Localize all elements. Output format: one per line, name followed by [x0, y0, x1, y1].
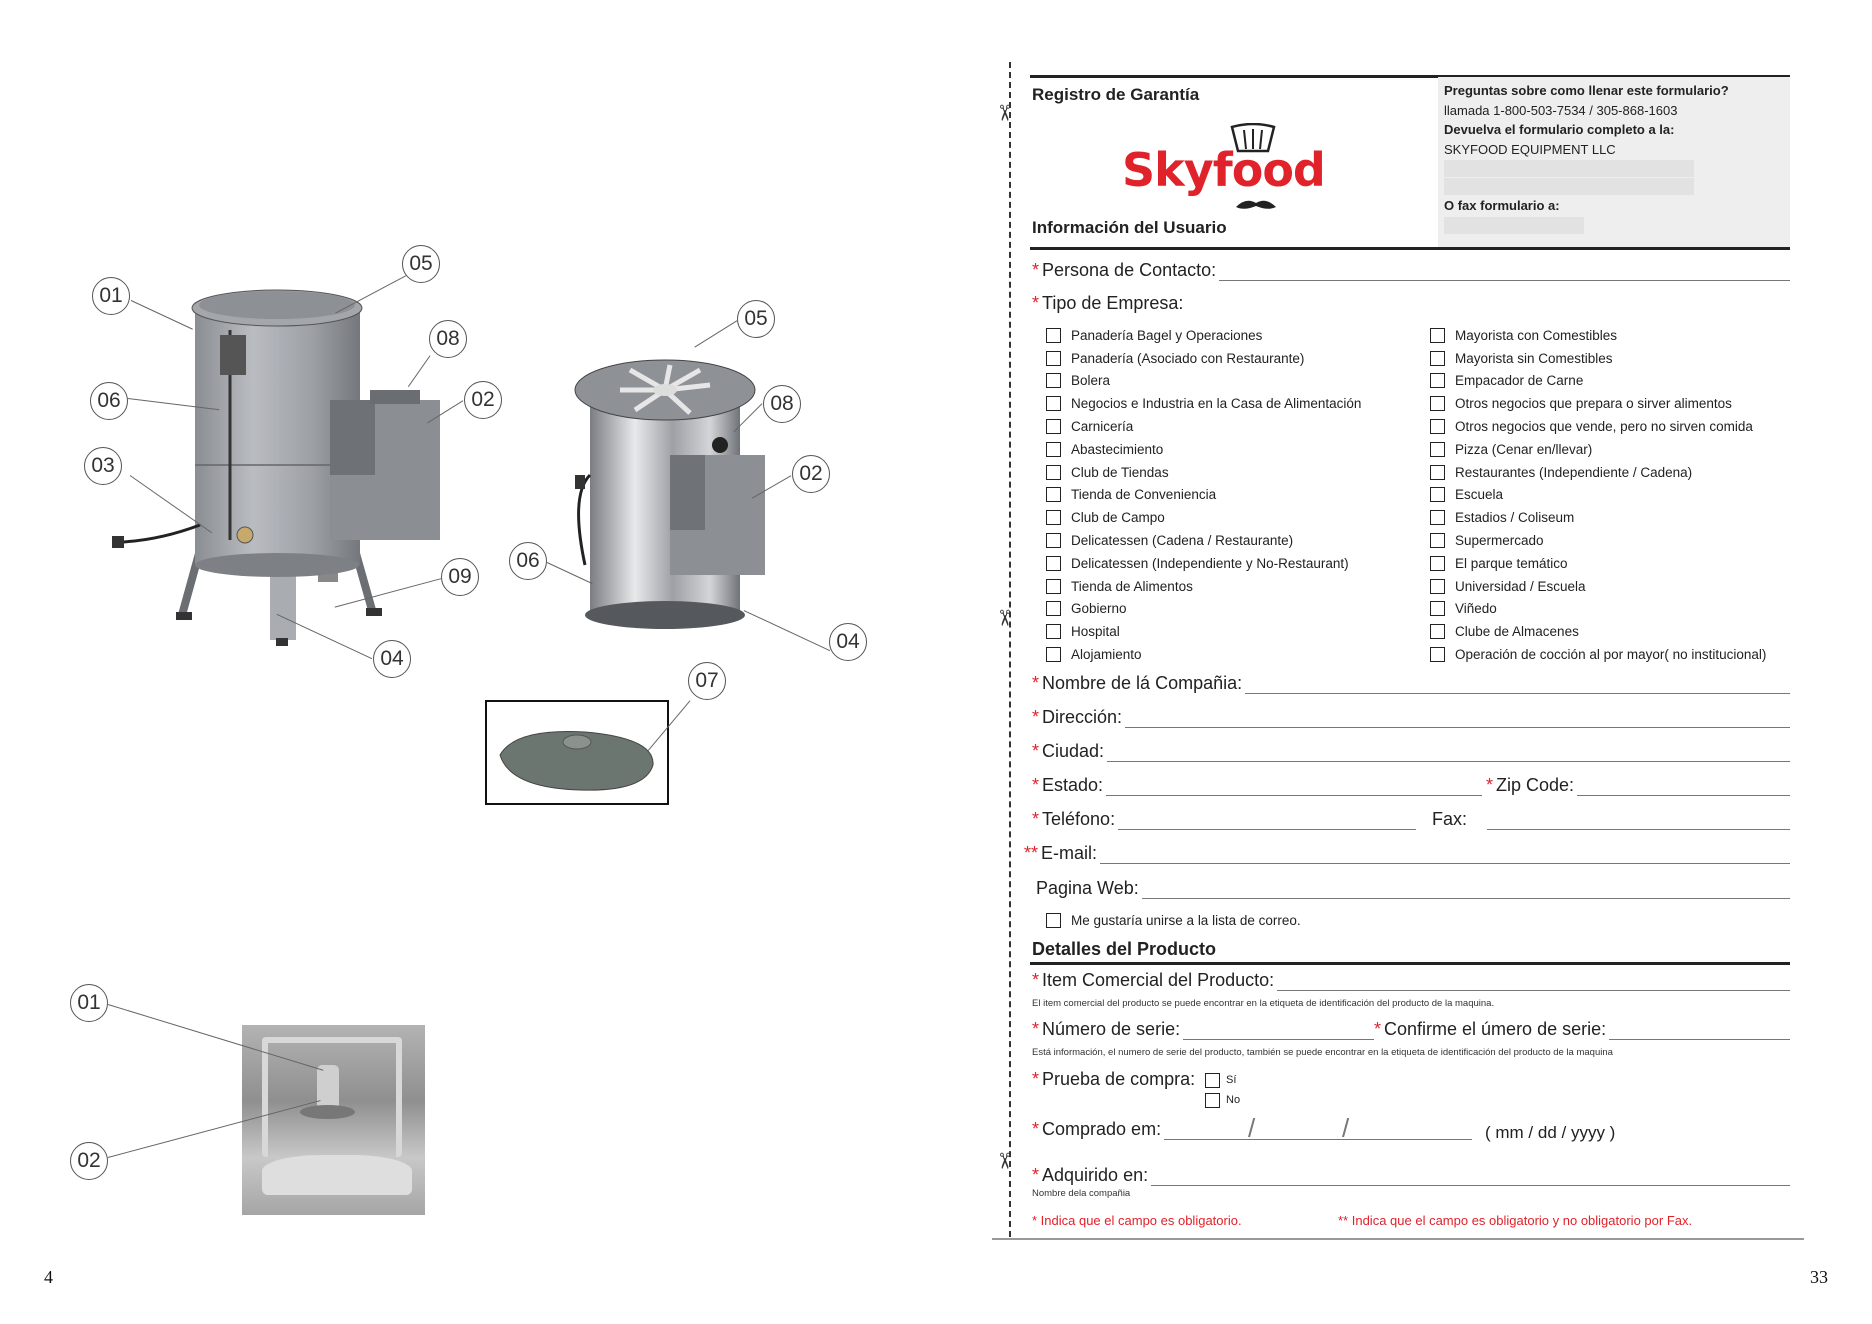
business-type-heading: [1032, 293, 1183, 314]
warranty-registration-form: [1024, 75, 1790, 1240]
required-mark: *: [1032, 1119, 1040, 1139]
option-label: Escuela: [1455, 487, 1504, 503]
part-callout: 04: [829, 623, 867, 661]
confirm-serial-field[interactable]: [1374, 1019, 1790, 1040]
phone-field[interactable]: [1032, 809, 1416, 830]
logo-wordmark: Skyfood: [1122, 143, 1325, 197]
checkbox[interactable]: [1430, 533, 1445, 548]
user-info-title: Información del Usuario: [1032, 218, 1227, 237]
mailing-list-label: Me gustaría unirse a la lista de correo.: [1071, 912, 1301, 928]
website-field[interactable]: [1036, 878, 1790, 899]
business-type-option[interactable]: [1046, 484, 1361, 507]
mustache-icon: [1234, 199, 1278, 213]
part-callout: 05: [402, 245, 440, 283]
option-label: Viñedo: [1455, 601, 1497, 617]
option-label: El parque temático: [1455, 555, 1568, 571]
part-callout: 04: [373, 640, 411, 678]
option-label: Otros negocios que prepara o sirver alimentos: [1455, 396, 1732, 412]
commercial-item-hint: El item comercial del producto se puede encontrar en la etiqueta de identificación del producto de la maquina.: [1032, 998, 1495, 1009]
checkbox[interactable]: [1046, 601, 1061, 616]
proof-no-option[interactable]: [1205, 1091, 1240, 1109]
business-type-option[interactable]: [1046, 506, 1361, 529]
website-input[interactable]: [1142, 879, 1790, 899]
checkbox[interactable]: [1430, 510, 1445, 525]
part-callout: 02: [70, 1142, 108, 1180]
part-callout: 01: [92, 277, 130, 315]
checkbox[interactable]: [1046, 624, 1061, 639]
confirm-serial-input[interactable]: [1609, 1020, 1790, 1040]
page-number-left: 4: [44, 1267, 53, 1287]
checkbox[interactable]: [1430, 351, 1445, 366]
option-label: Carnicería: [1071, 419, 1134, 435]
zip-input[interactable]: [1577, 776, 1790, 796]
skyfood-logo: [1122, 123, 1325, 218]
scissors-icon: ✂: [992, 1151, 1018, 1171]
part-callout: 02: [464, 381, 502, 419]
commercial-item-label: Item Comercial del Producto:: [1042, 970, 1275, 990]
header-bottom-rule: [1030, 247, 1790, 250]
city-input[interactable]: [1107, 742, 1790, 762]
serial-number-field[interactable]: [1032, 1019, 1374, 1040]
purchase-date-input[interactable]: [1164, 1120, 1472, 1140]
business-type-option[interactable]: [1430, 347, 1766, 370]
part-callout: 01: [70, 984, 108, 1022]
contact-person-input[interactable]: [1219, 261, 1790, 281]
business-type-option[interactable]: [1430, 529, 1766, 552]
city-label: Ciudad:: [1042, 741, 1105, 761]
acquired-at-label: Adquirido en:: [1042, 1165, 1149, 1185]
serial-hint: Está información, el numero de serie del producto, también se puede encontrar en la etiqueta de identificación del producto de la maquina: [1032, 1047, 1613, 1058]
form-title: Registro de Garantía: [1032, 85, 1200, 104]
required-mark: *: [1032, 673, 1040, 693]
email-input[interactable]: [1100, 844, 1790, 864]
option-label: Supermercado: [1455, 533, 1544, 549]
option-label: Delicatessen (Independiente y No-Restaurant): [1071, 555, 1349, 571]
confirm-serial-label: Confirme el úmero de serie:: [1384, 1019, 1607, 1039]
part-callout: 07: [688, 662, 726, 700]
form-bottom-border: [992, 1238, 1804, 1240]
checkbox[interactable]: [1046, 396, 1061, 411]
fax-label: Fax:: [1432, 809, 1468, 829]
business-type-list-left: [1046, 324, 1361, 666]
required-mark: *: [1032, 1069, 1040, 1089]
option-label: Restaurantes (Independiente / Cadena): [1455, 464, 1693, 480]
checkbox[interactable]: [1430, 487, 1445, 502]
option-label: Panadería Bagel y Operaciones: [1071, 327, 1263, 343]
option-label: Estadios / Coliseum: [1455, 510, 1575, 526]
abrasive-disc-illustration: [495, 720, 660, 800]
page-number-right: 33: [1810, 1267, 1828, 1287]
email-field[interactable]: [1024, 843, 1790, 864]
required-mark: *: [1374, 1019, 1382, 1039]
product-section-rule: [1030, 962, 1790, 965]
business-type-option[interactable]: [1430, 461, 1766, 484]
checkbox[interactable]: [1046, 351, 1061, 366]
info-company: SKYFOOD EQUIPMENT LLC: [1444, 141, 1616, 157]
option-label: Otros negocios que vende, pero no sirven comida: [1455, 419, 1753, 435]
checkbox[interactable]: [1430, 442, 1445, 457]
checkbox[interactable]: [1046, 328, 1061, 343]
cut-line: [1009, 62, 1011, 1237]
required-mark: *: [1032, 1019, 1040, 1039]
option-label: Mayorista con Comestibles: [1455, 327, 1618, 343]
business-type-option[interactable]: [1046, 370, 1361, 393]
option-label: Gobierno: [1071, 601, 1127, 617]
checkbox[interactable]: [1430, 556, 1445, 571]
business-type-option[interactable]: [1430, 438, 1766, 461]
checkbox[interactable]: [1430, 373, 1445, 388]
proof-no-label: No: [1226, 1094, 1241, 1106]
checkbox[interactable]: [1046, 533, 1061, 548]
contact-person-field[interactable]: [1032, 260, 1790, 281]
option-label: Pizza (Cenar en/llevar): [1455, 441, 1593, 457]
scissors-icon: ✂: [992, 608, 1018, 628]
option-label: Operación de cocción al por mayor( no institucional): [1455, 647, 1767, 663]
contact-info-box: [1438, 77, 1790, 247]
business-type-option[interactable]: [1430, 506, 1766, 529]
business-type-option[interactable]: [1046, 529, 1361, 552]
proof-of-purchase-field: [1032, 1069, 1195, 1090]
redacted-address: [1444, 160, 1694, 177]
company-name-field[interactable]: [1032, 673, 1790, 694]
state-input[interactable]: [1106, 776, 1482, 796]
business-type-option[interactable]: [1430, 552, 1766, 575]
checkbox[interactable]: [1046, 647, 1061, 662]
business-type-label: Tipo de Empresa:: [1042, 293, 1184, 313]
date-format-hint: ( mm / dd / yyyy ): [1485, 1123, 1616, 1142]
checkbox[interactable]: [1430, 601, 1445, 616]
business-type-option[interactable]: [1046, 438, 1361, 461]
business-type-option[interactable]: [1046, 620, 1361, 643]
checkbox[interactable]: [1430, 396, 1445, 411]
fax-field[interactable]: [1432, 809, 1790, 830]
required-mark: *: [1032, 775, 1040, 795]
website-label: Pagina Web:: [1036, 878, 1139, 898]
redacted-address: [1444, 178, 1694, 195]
option-label: Tienda de Alimentos: [1071, 578, 1193, 594]
date-separator: /: [1248, 1113, 1256, 1143]
checkbox[interactable]: [1430, 579, 1445, 594]
phone-input[interactable]: [1118, 810, 1416, 830]
business-type-option[interactable]: [1430, 392, 1766, 415]
company-name-input[interactable]: [1245, 674, 1790, 694]
checkbox[interactable]: [1430, 328, 1445, 343]
business-type-option[interactable]: [1430, 484, 1766, 507]
checkbox[interactable]: [1046, 442, 1061, 457]
business-type-option[interactable]: [1430, 643, 1766, 666]
acquired-at-field[interactable]: [1032, 1165, 1790, 1186]
state-label: Estado:: [1042, 775, 1104, 795]
business-type-option[interactable]: [1046, 392, 1361, 415]
checkbox[interactable]: [1046, 465, 1061, 480]
business-type-option[interactable]: [1430, 324, 1766, 347]
purchase-date-label: Comprado em:: [1042, 1119, 1162, 1139]
acquired-at-input[interactable]: [1151, 1172, 1790, 1186]
city-field[interactable]: [1032, 741, 1790, 762]
info-questions: Preguntas sobre como llenar este formulario?: [1444, 83, 1729, 98]
redacted-fax: [1444, 217, 1584, 234]
checkbox[interactable]: [1430, 647, 1445, 662]
address-input[interactable]: [1125, 708, 1790, 728]
serial-number-label: Número de serie:: [1042, 1019, 1181, 1039]
checkbox[interactable]: [1430, 419, 1445, 434]
commercial-item-field[interactable]: [1032, 970, 1790, 991]
machine-illustration-2: [560, 335, 780, 635]
checkbox[interactable]: [1046, 913, 1061, 928]
serial-number-input[interactable]: [1183, 1020, 1374, 1040]
required-mark: *: [1032, 970, 1040, 990]
info-fax-label: O fax formulario a:: [1444, 198, 1560, 213]
commercial-item-input[interactable]: [1277, 971, 1790, 991]
option-label: Hospital: [1071, 624, 1120, 640]
option-label: Clube de Almacenes: [1455, 624, 1579, 640]
business-type-list-right: [1430, 324, 1766, 666]
business-type-option[interactable]: [1430, 575, 1766, 598]
business-type-option[interactable]: [1430, 598, 1766, 621]
fax-input[interactable]: [1487, 810, 1790, 830]
business-type-option[interactable]: [1046, 415, 1361, 438]
company-name-label: Nombre de lá Compañia:: [1042, 673, 1243, 693]
option-label: Delicatessen (Cadena / Restaurante): [1071, 533, 1294, 549]
proof-yes-label: Sí: [1226, 1074, 1237, 1086]
option-label: Empacador de Carne: [1455, 373, 1584, 389]
checkbox[interactable]: [1046, 556, 1061, 571]
proof-of-purchase-label: Prueba de compra:: [1042, 1069, 1196, 1089]
email-label: E-mail:: [1041, 843, 1098, 863]
required-mark: *: [1032, 293, 1040, 313]
state-field[interactable]: [1032, 775, 1482, 796]
address-label: Dirección:: [1042, 707, 1123, 727]
business-type-option[interactable]: [1046, 324, 1361, 347]
option-label: Mayorista sin Comestibles: [1455, 350, 1613, 366]
acquired-hint: Nombre dela compañia: [1032, 1188, 1131, 1199]
business-type-option[interactable]: [1046, 347, 1361, 370]
required-footnote: * Indica que el campo es obligatorio.: [1032, 1213, 1242, 1228]
product-details-title: Detalles del Producto: [1032, 939, 1217, 959]
address-field[interactable]: [1032, 707, 1790, 728]
part-callout: 06: [509, 542, 547, 580]
checkbox[interactable]: [1046, 487, 1061, 502]
required-mark: *: [1486, 775, 1494, 795]
date-separator: /: [1342, 1113, 1350, 1143]
machine-illustration-1: [100, 270, 440, 670]
checkbox[interactable]: [1430, 624, 1445, 639]
checkbox[interactable]: [1046, 419, 1061, 434]
part-callout: 06: [90, 382, 128, 420]
checkbox[interactable]: [1046, 579, 1061, 594]
info-return: Devuelva el formulario completo a la:: [1444, 122, 1675, 137]
business-type-option[interactable]: [1046, 461, 1361, 484]
option-label: Panadería (Asociado con Restaurante): [1071, 350, 1305, 366]
business-type-option[interactable]: [1046, 643, 1361, 666]
mailing-list-option[interactable]: [1046, 909, 1301, 932]
option-label: Abastecimiento: [1071, 441, 1164, 457]
business-type-option[interactable]: [1430, 620, 1766, 643]
option-label: Club de Tiendas: [1071, 464, 1169, 480]
required-mark: *: [1032, 809, 1040, 829]
required-mark: *: [1032, 741, 1040, 761]
part-callout: 09: [441, 558, 479, 596]
part-callout: 08: [763, 385, 801, 423]
zip-field[interactable]: [1486, 775, 1790, 796]
info-phone: llamada 1-800-503-7534 / 305-868-1603: [1444, 102, 1678, 118]
business-type-option[interactable]: [1046, 598, 1361, 621]
checkbox[interactable]: [1205, 1073, 1220, 1088]
option-label: Bolera: [1071, 373, 1111, 389]
part-callout: 03: [84, 447, 122, 485]
option-label: Alojamiento: [1071, 647, 1142, 663]
business-type-option[interactable]: [1046, 552, 1361, 575]
required-mark: *: [1032, 707, 1040, 727]
scissors-icon: ✂: [992, 103, 1018, 123]
part-callout: 02: [792, 455, 830, 493]
checkbox[interactable]: [1430, 465, 1445, 480]
option-label: Club de Campo: [1071, 510, 1165, 526]
phone-label: Teléfono:: [1042, 809, 1116, 829]
required-fax-footnote: ** Indica que el campo es obligatorio y no obligatorio por Fax.: [1338, 1213, 1693, 1228]
required-mark: *: [1032, 1165, 1040, 1185]
required-mark: *: [1032, 260, 1040, 280]
business-type-option[interactable]: [1430, 415, 1766, 438]
part-callout: 05: [737, 300, 775, 338]
checkbox[interactable]: [1046, 510, 1061, 525]
part-callout: 08: [429, 320, 467, 358]
checkbox[interactable]: [1205, 1093, 1220, 1108]
business-type-option[interactable]: [1046, 575, 1361, 598]
checkbox[interactable]: [1046, 373, 1061, 388]
option-label: Tienda de Conveniencia: [1071, 487, 1217, 503]
zip-label: Zip Code:: [1496, 775, 1575, 795]
required-mark: **: [1024, 843, 1039, 863]
contact-person-label: Persona de Contacto:: [1042, 260, 1217, 280]
option-label: Universidad / Escuela: [1455, 578, 1586, 594]
business-type-option[interactable]: [1430, 370, 1766, 393]
option-label: Negocios e Industria en la Casa de Alimentación: [1071, 396, 1362, 412]
proof-yes-option[interactable]: [1205, 1071, 1236, 1089]
